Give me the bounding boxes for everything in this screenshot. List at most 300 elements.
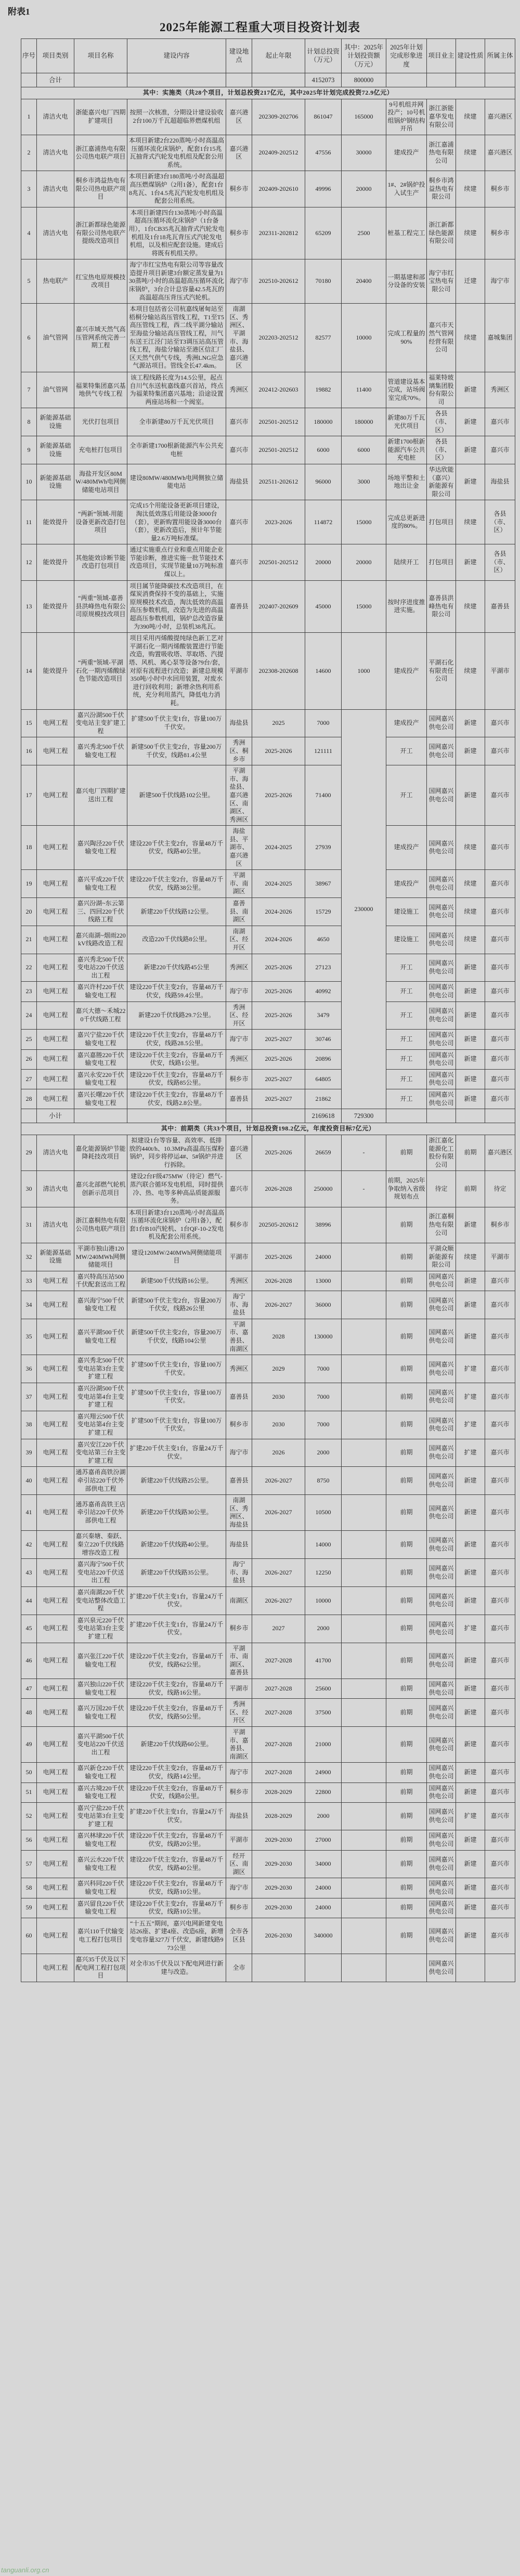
cell-no: 35 xyxy=(21,1319,37,1355)
cell-no: 14 xyxy=(21,633,37,709)
cell-2025-investment xyxy=(342,1243,386,1271)
cell-no: 45 xyxy=(21,1615,37,1643)
cell-category: 新能源基础设施 xyxy=(37,408,74,436)
cell-no xyxy=(21,1109,37,1123)
cell-entity: 嘉兴市 xyxy=(485,1383,515,1411)
cell-years: 2024-2025 xyxy=(252,826,305,870)
project-row xyxy=(21,1802,515,1830)
cell-no: 48 xyxy=(21,1699,37,1727)
cell-content: 按照一次核准，分期设计建设验收2台100万千瓦超超临界燃煤机组 xyxy=(127,99,226,135)
cell-content: 改造220千伏线路8公里。 xyxy=(127,926,226,954)
cell-progress: 完成总更新进度的80%。 xyxy=(386,500,427,544)
cell-label: 合计 xyxy=(37,73,74,87)
cell-category: 电网工程 xyxy=(37,1802,74,1830)
cell-progress: 新建80万千瓦光伏项目 xyxy=(386,408,427,436)
cell-years: 2024-2026 xyxy=(252,898,305,926)
cell-location: 嘉兴市 xyxy=(226,408,252,436)
cell-no xyxy=(21,73,37,87)
cell-nature xyxy=(456,73,485,87)
subtotal-row xyxy=(21,1109,515,1123)
cell-progress: 前期 xyxy=(386,1643,427,1679)
cell-location: 南湖区、秀洲区、平湖市、海盐县、嘉兴港区 xyxy=(226,304,252,372)
cell-total-investment: 40992 xyxy=(305,982,342,1001)
cell-nature: 续建 xyxy=(456,898,485,926)
cell-owner: 国网嘉兴供电公司 xyxy=(427,1783,456,1802)
investment-plan-table xyxy=(21,38,515,1982)
project-row xyxy=(21,580,515,633)
cell-progress: 前期 xyxy=(386,1531,427,1559)
cell-location: 嘉兴市 xyxy=(226,544,252,580)
cell-2025-investment xyxy=(342,1559,386,1587)
cell-content: 建设220千伏主变2台，容量48万千伏安，线路10公里。 xyxy=(127,1898,226,1918)
cell-years: 2028 xyxy=(252,1319,305,1355)
column-header: 项目类别 xyxy=(37,39,74,73)
cell-progress: 前期 xyxy=(386,1495,427,1531)
cell-category: 电网工程 xyxy=(37,1878,74,1898)
cell-total-investment: 7000 xyxy=(305,1383,342,1411)
cell-entity: 嘉兴市 xyxy=(485,1411,515,1439)
project-row xyxy=(21,954,515,982)
cell-total-investment: 96000 xyxy=(305,464,342,500)
project-row xyxy=(21,1679,515,1698)
cell-content: 本项目包括省公司杭嘉线屠甸站至梧桐分输站高压管线工程，T1至T5高压管线工程，西二线平湖分输站至海盐分输站高压管线工程，川气东送王江泾门站至T3调压站高压管线工程，海盐分输站至港区信汇厂区天然气供气专线，秀洲LNG应急气源站项目。管线全长47.4km。 xyxy=(127,304,226,372)
cell-owner: 浙江浙能嘉华发电有限公司 xyxy=(427,99,456,135)
cell-owner: 国网嘉兴供电公司 xyxy=(427,1878,456,1898)
cell-location: 桐乡市 xyxy=(226,171,252,207)
cell-location: 桐乡市 xyxy=(226,1069,252,1089)
cell-no: 8 xyxy=(21,408,37,436)
cell-no: 43 xyxy=(21,1559,37,1587)
cell-owner: 国网嘉兴供电公司 xyxy=(427,1383,456,1411)
cell-nature: 新建 xyxy=(456,1069,485,1089)
cell-total-investment: 21000 xyxy=(305,1726,342,1762)
project-row xyxy=(21,436,515,464)
cell-content: 建设220千伏主变2台，容量48万千伏安，线路50公里。 xyxy=(127,1699,226,1727)
cell-category: 清洁火电 xyxy=(37,1135,74,1170)
section-header-cell: 其中：实施类（共28个项目，计划总投资217亿元，其中2025年计划完成投资72.9亿元） xyxy=(21,87,515,99)
cell-total-investment: 27123 xyxy=(305,954,342,982)
cell-content: 新建500千伏主变2台，容量200万千伏安，线路104公里 xyxy=(127,1319,226,1355)
cell-content: 新建220千伏线路35公里。 xyxy=(127,1559,226,1587)
cell-category: 电网工程 xyxy=(37,1271,74,1291)
cell-name: 嘉兴35千伏及以下配电网工程打包项目 xyxy=(74,1954,127,1982)
cell-no: 1 xyxy=(21,99,37,135)
cell-years: 2028-2029 xyxy=(252,1802,305,1830)
cell-category: 电网工程 xyxy=(37,1291,74,1319)
cell-nature: 续建 xyxy=(456,207,485,259)
cell-category: 电网工程 xyxy=(37,1467,74,1495)
cell-content: 海宁市红宝热电有限公司等容量改造提升项目新建3台额定蒸发量为130蒸吨/小时的高温超高压循环流化床锅炉，3台合计总容量42.5兆瓦的高温超高压背压式汽轮机。 xyxy=(127,259,226,304)
cell-content: 建设120MW/240MWh网侧储能项目 xyxy=(127,1243,226,1271)
cell-no: 24 xyxy=(21,1001,37,1030)
cell-nature: 续建 xyxy=(456,826,485,870)
cell-category: 电网工程 xyxy=(37,1089,74,1109)
cell-location: 嘉善县 xyxy=(226,580,252,633)
cell-2025-investment xyxy=(342,1878,386,1898)
cell-owner: 国网嘉兴供电公司 xyxy=(427,1850,456,1878)
cell-no: 19 xyxy=(21,870,37,898)
cell-content: 新建500千伏主变2台，容量200万千伏安，线路81.4公里 xyxy=(127,737,226,765)
cell-2025-investment: 20400 xyxy=(342,259,386,304)
cell-total-investment: 250000 xyxy=(305,1171,342,1207)
project-row xyxy=(21,1559,515,1587)
project-row xyxy=(21,1726,515,1762)
cell-no: 38 xyxy=(21,1411,37,1439)
cell-no: 27 xyxy=(21,1069,37,1089)
cell-category: 电网工程 xyxy=(37,737,74,765)
cell-years: 2025-2026 xyxy=(252,1001,305,1030)
cell-2025-investment xyxy=(342,1763,386,1783)
cell-2025-investment: 230000 xyxy=(342,709,386,1109)
cell-content: 建设220千伏主变2台，容量48万千伏安，线路16公里。 xyxy=(127,1679,226,1698)
column-header: 项目名称 xyxy=(74,39,127,73)
cell-2025-investment xyxy=(342,1699,386,1727)
cell-owner: 浙江嘉桐热电有限公司 xyxy=(427,1207,456,1243)
cell-entity: 嘉兴市 xyxy=(485,898,515,926)
cell-name: 嘉兴永安220千伏输变电工程 xyxy=(74,1069,127,1089)
cell-category: 电网工程 xyxy=(37,1495,74,1531)
cell-content: 全市新建80万千瓦光伏项目 xyxy=(127,408,226,436)
cell-entity: 各县（市、区） xyxy=(485,500,515,544)
cell-category: 电网工程 xyxy=(37,1587,74,1615)
cell-no: 39 xyxy=(21,1439,37,1467)
cell-nature: 新建 xyxy=(456,1319,485,1355)
cell-name: “两重”领域-平湖石化一期丙烯酸绿色节能改造项目 xyxy=(74,633,127,709)
cell-owner: 国网嘉兴供电公司 xyxy=(427,826,456,870)
project-row xyxy=(21,544,515,580)
cell-owner: 国网嘉兴供电公司 xyxy=(427,1049,456,1069)
cell-owner: 浙江新都绿色能源有限公司 xyxy=(427,207,456,259)
cell-category: 电网工程 xyxy=(37,898,74,926)
cell-progress: 开工 xyxy=(386,954,427,982)
cell-total-investment: 6000 xyxy=(305,436,342,464)
cell-name: 嘉兴独山220千伏输变电工程 xyxy=(74,1679,127,1698)
project-row xyxy=(21,1954,515,1982)
cell-years: 2025-2027 xyxy=(252,1089,305,1109)
cell-owner: 国网嘉兴供电公司 xyxy=(427,1001,456,1030)
cell-progress: 前期 xyxy=(386,1802,427,1830)
cell-content: 本项目新建3台180蒸吨/小时高温超高压燃煤锅炉（2用1备），配套1台8兆瓦、1台4.5兆瓦汽轮发电机组及配套公用系统。 xyxy=(127,171,226,207)
cell-total-investment: 30746 xyxy=(305,1030,342,1049)
cell-owner: 国网嘉兴供电公司 xyxy=(427,1030,456,1049)
cell-entity: 嘉兴市 xyxy=(485,1355,515,1383)
column-header: 2025年计划完成形象进度 xyxy=(386,39,427,73)
cell-no: 10 xyxy=(21,464,37,500)
cell-category: 电网工程 xyxy=(37,926,74,954)
cell-nature: 新建 xyxy=(456,1679,485,1698)
cell-entity: 嘉兴市 xyxy=(485,1467,515,1495)
cell-content: 扩建220千伏主变1台，容量24万千伏安。 xyxy=(127,1615,226,1643)
cell-nature: 新建 xyxy=(456,1918,485,1954)
cell-owner: 国网嘉兴供电公司 xyxy=(427,1291,456,1319)
cell-owner: 打包项目 xyxy=(427,500,456,544)
cell-2025-investment xyxy=(342,1271,386,1291)
cell-progress: 前期 xyxy=(386,1763,427,1783)
cell-content: 新建500千伏主变2台，容量200万千伏安，线路26公里 xyxy=(127,1291,226,1319)
cell-entity: 嘉兴市 xyxy=(485,870,515,898)
cell-location: 海宁市 xyxy=(226,259,252,304)
cell-category: 电网工程 xyxy=(37,1615,74,1643)
cell-entity: 嘉兴市 xyxy=(485,1615,515,1643)
cell-entity: 嘉兴市 xyxy=(485,1319,515,1355)
cell-content: 新建220千伏线路30公里。 xyxy=(127,1495,226,1531)
cell-entity: 嘉兴市 xyxy=(485,982,515,1001)
cell-no: 56 xyxy=(21,1830,37,1850)
project-row xyxy=(21,1495,515,1531)
cell-entity: 嘉兴市 xyxy=(485,737,515,765)
cell-total-investment xyxy=(305,1954,342,1982)
cell-content: 扩建500千伏主变1台，容量100万千伏安。 xyxy=(127,1411,226,1439)
cell-owner: 国网嘉兴供电公司 xyxy=(427,1918,456,1954)
cell-content: 新建220千伏线路45公里 xyxy=(127,954,226,982)
cell-entity: 嘉善县 xyxy=(485,580,515,633)
cell-location: 秀洲区、经开区 xyxy=(226,1699,252,1727)
cell-location: 海宁市 xyxy=(226,1030,252,1049)
cell-years xyxy=(252,73,305,87)
cell-total-investment: 8750 xyxy=(305,1467,342,1495)
cell-total-investment: 121111 xyxy=(305,737,342,765)
cell-content: 扩建220千伏主变1台，容量24万千伏安。 xyxy=(127,1587,226,1615)
cell-nature: 续建 xyxy=(456,580,485,633)
cell-nature: 续建 xyxy=(456,870,485,898)
cell-progress: 开工 xyxy=(386,1049,427,1069)
cell-location: 嘉善县 xyxy=(226,1383,252,1411)
cell-location: 海宁市、海盐县 xyxy=(226,1291,252,1319)
cell-name: 光伏打包项目 xyxy=(74,408,127,436)
cell-location: 平湖市、嘉善县、南湖区 xyxy=(226,1319,252,1355)
cell-progress: 管道建设基本完成，站场阀室完成70%。 xyxy=(386,372,427,408)
cell-entity: 嘉兴市 xyxy=(485,1898,515,1918)
project-row xyxy=(21,372,515,408)
cell-category: 电网工程 xyxy=(37,1726,74,1762)
cell-name: 嘉兴陶泾220千伏输变电工程 xyxy=(74,826,127,870)
cell-total-investment: 2000 xyxy=(305,1439,342,1467)
project-row xyxy=(21,1171,515,1207)
cell-years: 2029-2030 xyxy=(252,1850,305,1878)
cell-owner: 国网嘉兴供电公司 xyxy=(427,1559,456,1587)
cell-location: 平湖市 xyxy=(226,1243,252,1271)
cell-nature: 新建 xyxy=(456,1878,485,1898)
cell-category: 新能源基础设施 xyxy=(37,1243,74,1271)
cell-progress: 前期 xyxy=(386,1699,427,1727)
cell-name: 嘉兴秀北500千伏变电站220千伏送出工程 xyxy=(74,954,127,982)
cell-location: 嘉善县 xyxy=(226,1089,252,1109)
cell-name: 嘉化能源锅炉节能降耗技改项目 xyxy=(74,1135,127,1170)
cell-entity: 嘉兴市 xyxy=(485,1030,515,1049)
cell-2025-investment xyxy=(342,1207,386,1243)
cell-content: 扩建500千伏主变1台，容量100万千伏安。 xyxy=(127,1355,226,1383)
cell-owner: 国网嘉兴供电公司 xyxy=(427,954,456,982)
cell-owner: 国网嘉兴供电公司 xyxy=(427,1587,456,1615)
cell-category: 电网工程 xyxy=(37,1679,74,1698)
cell-content: 建设220千伏主变2台，容量48万千伏安，线路85公里。 xyxy=(127,1069,226,1089)
cell-entity: 嘉兴市 xyxy=(485,826,515,870)
cell-years xyxy=(252,1531,305,1559)
cell-progress: 开工 xyxy=(386,765,427,826)
cell-entity: 嘉城集团 xyxy=(485,304,515,372)
cell-owner: 国网嘉兴供电公司 xyxy=(427,982,456,1001)
table-header-row xyxy=(21,39,515,73)
cell-2025-investment: 20000 xyxy=(342,171,386,207)
cell-nature: 新建 xyxy=(456,1783,485,1802)
cell-progress: 前期 xyxy=(386,1411,427,1439)
cell-entity: 嘉兴市 xyxy=(485,709,515,737)
cell-name: 嘉兴嘉塍220千伏输变电工程 xyxy=(74,1049,127,1069)
cell-no: 30 xyxy=(21,1171,37,1207)
cell-total-investment: 21862 xyxy=(305,1089,342,1109)
column-header: 起止年限 xyxy=(252,39,305,73)
cell-owner: 国网嘉兴供电公司 xyxy=(427,1531,456,1559)
cell-entity: 嘉兴市 xyxy=(485,408,515,436)
project-row xyxy=(21,500,515,544)
cell-category: 清洁火电 xyxy=(37,171,74,207)
cell-location: 南湖区 xyxy=(226,1587,252,1615)
cell-category: 电网工程 xyxy=(37,709,74,737)
cell-nature: 新建 xyxy=(456,464,485,500)
cell-no: 21 xyxy=(21,926,37,954)
cell-content: 新建500千伏线路102公里。 xyxy=(127,765,226,826)
cell-2025-investment: 800000 xyxy=(342,73,386,87)
cell-content: 建设220千伏主变2台，容量48万千伏安，线路40公里。 xyxy=(127,826,226,870)
cell-years: 2026-2027 xyxy=(252,1291,305,1319)
cell-2025-investment: 15000 xyxy=(342,500,386,544)
cell-2025-investment xyxy=(342,1319,386,1355)
cell-content: 新建220千伏线路12公里。 xyxy=(127,898,226,926)
cell-owner: 国网嘉兴供电公司 xyxy=(427,765,456,826)
cell-owner: 打包项目 xyxy=(427,544,456,580)
cell-category: 电网工程 xyxy=(37,1954,74,1982)
cell-category: 油气管网 xyxy=(37,304,74,372)
cell-progress: 前期 xyxy=(386,1679,427,1698)
cell-location: 秀洲区 xyxy=(226,1271,252,1291)
cell-location: 南湖区、秀洲区、海盐县 xyxy=(226,1495,252,1531)
cell-content: 扩建500千伏主变1台，容量100万千伏安。 xyxy=(127,709,226,737)
appendix-tag: 附表1 xyxy=(8,7,30,17)
cell-2025-investment xyxy=(342,1643,386,1679)
cell-years: 2025 xyxy=(252,709,305,737)
cell-total-investment: 82577 xyxy=(305,304,342,372)
cell-progress: 建成投产 xyxy=(386,633,427,709)
cell-total-investment: 24000 xyxy=(305,1878,342,1898)
cell-category: 清洁火电 xyxy=(37,99,74,135)
section-header-row xyxy=(21,1123,515,1135)
cell-category: 电网工程 xyxy=(37,1830,74,1850)
cell-progress: 完成工程量的90% xyxy=(386,304,427,372)
cell-years: 2027-2028 xyxy=(252,1699,305,1727)
cell-2025-investment xyxy=(342,1355,386,1383)
cell-owner: 嘉兴市天然气管网经营有限公司 xyxy=(427,304,456,372)
cell-no: 31 xyxy=(21,1207,37,1243)
cell-no: 42 xyxy=(21,1531,37,1559)
cell-2025-investment xyxy=(342,1802,386,1830)
cell-years: 2025-2026 xyxy=(252,1243,305,1271)
cell-owner: 国网嘉兴供电公司 xyxy=(427,1954,456,1982)
cell-content: 扩建500千伏主变1台，容量100万千伏安。 xyxy=(127,1383,226,1411)
cell-progress: 建成投产 xyxy=(386,135,427,171)
cell-content: 建设220千伏主变2台，容量48万千伏安，线路38公里。 xyxy=(127,870,226,898)
cell-category: 电网工程 xyxy=(37,1699,74,1727)
cell-content: 扩建220千伏主变1台，容量24万千伏安。 xyxy=(127,1802,226,1830)
cell-owner: 国网嘉兴供电公司 xyxy=(427,1830,456,1850)
cell-content: 建设220千伏主变2台，容量48万千伏安，线路14公里。 xyxy=(127,1763,226,1783)
cell-owner: 国网嘉兴供电公司 xyxy=(427,1643,456,1679)
cell-progress: 前期 xyxy=(386,1291,427,1319)
cell-owner: 国网嘉兴供电公司 xyxy=(427,1898,456,1918)
cell-years: 202505-202612 xyxy=(252,1207,305,1243)
cell-progress xyxy=(386,73,427,87)
cell-content: 新建220千伏线路40公里。 xyxy=(127,1531,226,1559)
cell-years: 2025-2026 xyxy=(252,954,305,982)
cell-category: 电网工程 xyxy=(37,1030,74,1049)
cell-years: 2024-2025 xyxy=(252,870,305,898)
cell-entity: 平湖市 xyxy=(485,633,515,709)
cell-2025-investment xyxy=(342,1830,386,1850)
cell-content: 对全市35千伏及以下配电网进行新建与改造。 xyxy=(127,1954,226,1982)
project-row xyxy=(21,633,515,709)
project-row xyxy=(21,1271,515,1291)
project-row xyxy=(21,870,515,898)
cell-entity: 嘉兴市 xyxy=(485,1559,515,1587)
cell-nature: 新建 xyxy=(456,1587,485,1615)
cell-no: 18 xyxy=(21,826,37,870)
cell-nature: 续建 xyxy=(456,135,485,171)
cell-years: 202308-202608 xyxy=(252,633,305,709)
cell-years: 2025-2027 xyxy=(252,1069,305,1089)
cell-2025-investment: 10000 xyxy=(342,304,386,372)
cell-nature: 续建 xyxy=(456,926,485,954)
cell-content: 本项目新建3台120蒸吨/小时高温高压循环流化床锅炉（2用1备），配套1台B10汽轮机、1台QF-10-2发电机及配套公用系统。 xyxy=(127,1207,226,1243)
cell-owner: 国网嘉兴供电公司 xyxy=(427,1319,456,1355)
cell-entity: 嘉兴市 xyxy=(485,1291,515,1319)
project-row xyxy=(21,1615,515,1643)
cell-years: 2024-2026 xyxy=(252,926,305,954)
cell-2025-investment xyxy=(342,1291,386,1319)
cell-owner: 国网嘉兴供电公司 xyxy=(427,1467,456,1495)
cell-location: 海盐县 xyxy=(226,1531,252,1559)
cell-no: 46 xyxy=(21,1643,37,1679)
cell-category: 电网工程 xyxy=(37,826,74,870)
cell-progress: 前期 xyxy=(386,1587,427,1615)
cell-owner: 平湖石化有限责任公司 xyxy=(427,633,456,709)
cell-nature: 前期 xyxy=(456,1171,485,1207)
cell-entity: 海宁市 xyxy=(485,259,515,304)
column-header: 计划总投资（万元） xyxy=(305,39,342,73)
project-row xyxy=(21,171,515,207)
cell-entity xyxy=(485,73,515,87)
cell-years: 2027-2028 xyxy=(252,1643,305,1679)
cell-years: 202501-202512 xyxy=(252,408,305,436)
cell-2025-investment xyxy=(342,1383,386,1411)
cell-entity: 嘉兴市 xyxy=(485,1531,515,1559)
cell-nature: 扩建 xyxy=(456,1439,485,1467)
project-row xyxy=(21,1135,515,1170)
cell-name: 浙江嘉桐热电有限公司热电联产项目 xyxy=(74,1207,127,1243)
cell-location: 嘉兴港区 xyxy=(226,99,252,135)
cell-2025-investment xyxy=(342,1439,386,1467)
cell-nature: 续建 xyxy=(456,304,485,372)
cell-location: 秀洲区 xyxy=(226,372,252,408)
cell-owner: 华达欣能（嘉兴）新能源有限公司 xyxy=(427,464,456,500)
section-header-row xyxy=(21,87,515,99)
cell-no: 9 xyxy=(21,436,37,464)
project-row xyxy=(21,464,515,500)
cell-name: 嘉兴云水220千伏输变电工程 xyxy=(74,1850,127,1878)
cell-total-investment: 22800 xyxy=(305,1783,342,1802)
cell-location: 全市 xyxy=(226,1954,252,1982)
cell-nature: 新建 xyxy=(456,1001,485,1030)
cell-category: 电网工程 xyxy=(37,1069,74,1089)
cell-entity: 各县（市、区） xyxy=(485,544,515,580)
